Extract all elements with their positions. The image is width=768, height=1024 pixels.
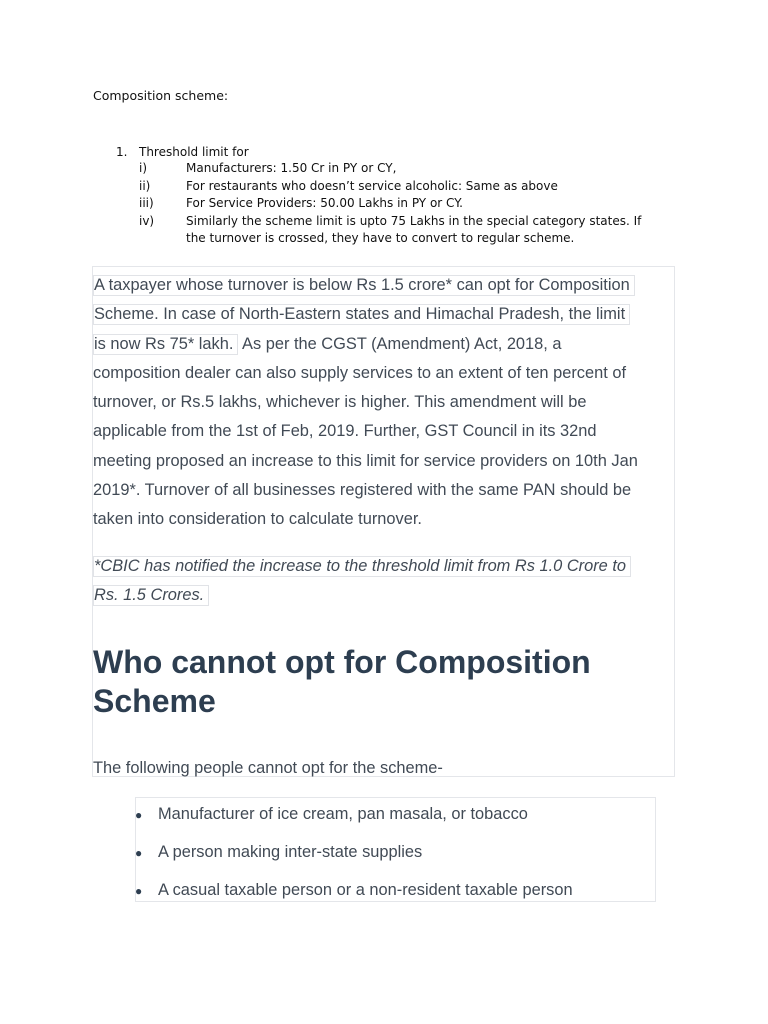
list-label: Threshold limit for [139,144,249,159]
bullet-text: A casual taxable person or a non-resident taxable person [158,881,573,899]
paragraph-line: taken into consideration to calculate turnover. [93,510,422,529]
bullet-dot-icon: ● [135,845,143,860]
bullet-item [135,805,528,824]
note-line: *CBIC has notified the increase to the threshold limit from Rs 1.0 Crore to [93,556,631,577]
bullet-dot-icon: ● [135,807,143,822]
sub-item [116,213,656,248]
highlighted-line: Scheme. In case of North-Eastern states and Himachal Pradesh, the limit [93,304,630,325]
sub-item-text: For Service Providers: 50.00 Lakhs in PY or CY. [186,196,463,210]
article-paragraph [93,271,678,535]
paragraph-line: composition dealer can also supply services to an extent of ten percent of [93,363,626,382]
bullet-item [135,881,573,900]
paragraph-line: meeting proposed an increase to this limit for service providers on 10th Jan [93,451,638,470]
roman-numeral: ii) [139,178,151,193]
section-heading [93,643,668,721]
bullet-dot-icon: ● [135,883,143,898]
paragraph-line: turnover, or Rs.5 lakhs, whichever is higher. This amendment will be [93,393,587,412]
roman-numeral: iv) [139,213,155,228]
paragraph-line: 2019*. Turnover of all businesses registered with the same PAN should be [93,481,632,500]
bullet-item [135,843,422,862]
highlighted-line: is now Rs 75* lakh. [93,334,238,355]
bullet-text: Manufacturer of ice cream, pan masala, or tobacco [158,805,528,823]
roman-numeral: iii) [139,196,154,210]
document-heading: Composition scheme: [93,88,229,103]
cbic-note [93,552,678,611]
bullet-text: A person making inter-state supplies [158,843,423,861]
sub-item [116,178,656,196]
list-item [116,143,656,160]
roman-numeral: i) [139,161,148,175]
section-heading-line: Who cannot opt for Composition [93,644,591,680]
list-number: 1. [116,144,128,159]
sub-item [116,195,656,213]
note-line: Rs. 1.5 Crores. [93,585,209,606]
intro-text: The following people cannot opt for the scheme- [93,759,443,777]
sub-item-text: For restaurants who doesn’t service alcoholic: Same as above [186,178,558,193]
paragraph-text: As per the CGST (Amendment) Act, 2018, a [238,334,562,353]
threshold-list [116,143,656,248]
section-heading-line: Scheme [93,683,216,719]
sub-item-text: Manufacturers: 1.50 Cr in PY or CY, [186,161,397,175]
paragraph-line: applicable from the 1st of Feb, 2019. Further, GST Council in its 32nd [93,422,597,441]
highlighted-line: A taxpayer whose turnover is below Rs 1.5 crore* can opt for Composition [93,275,635,296]
sub-item [116,160,656,178]
sub-item-text: Similarly the scheme limit is upto 75 Lakhs in the special category states. If the turnover is crossed, they have to convert to regular scheme. [186,213,642,245]
